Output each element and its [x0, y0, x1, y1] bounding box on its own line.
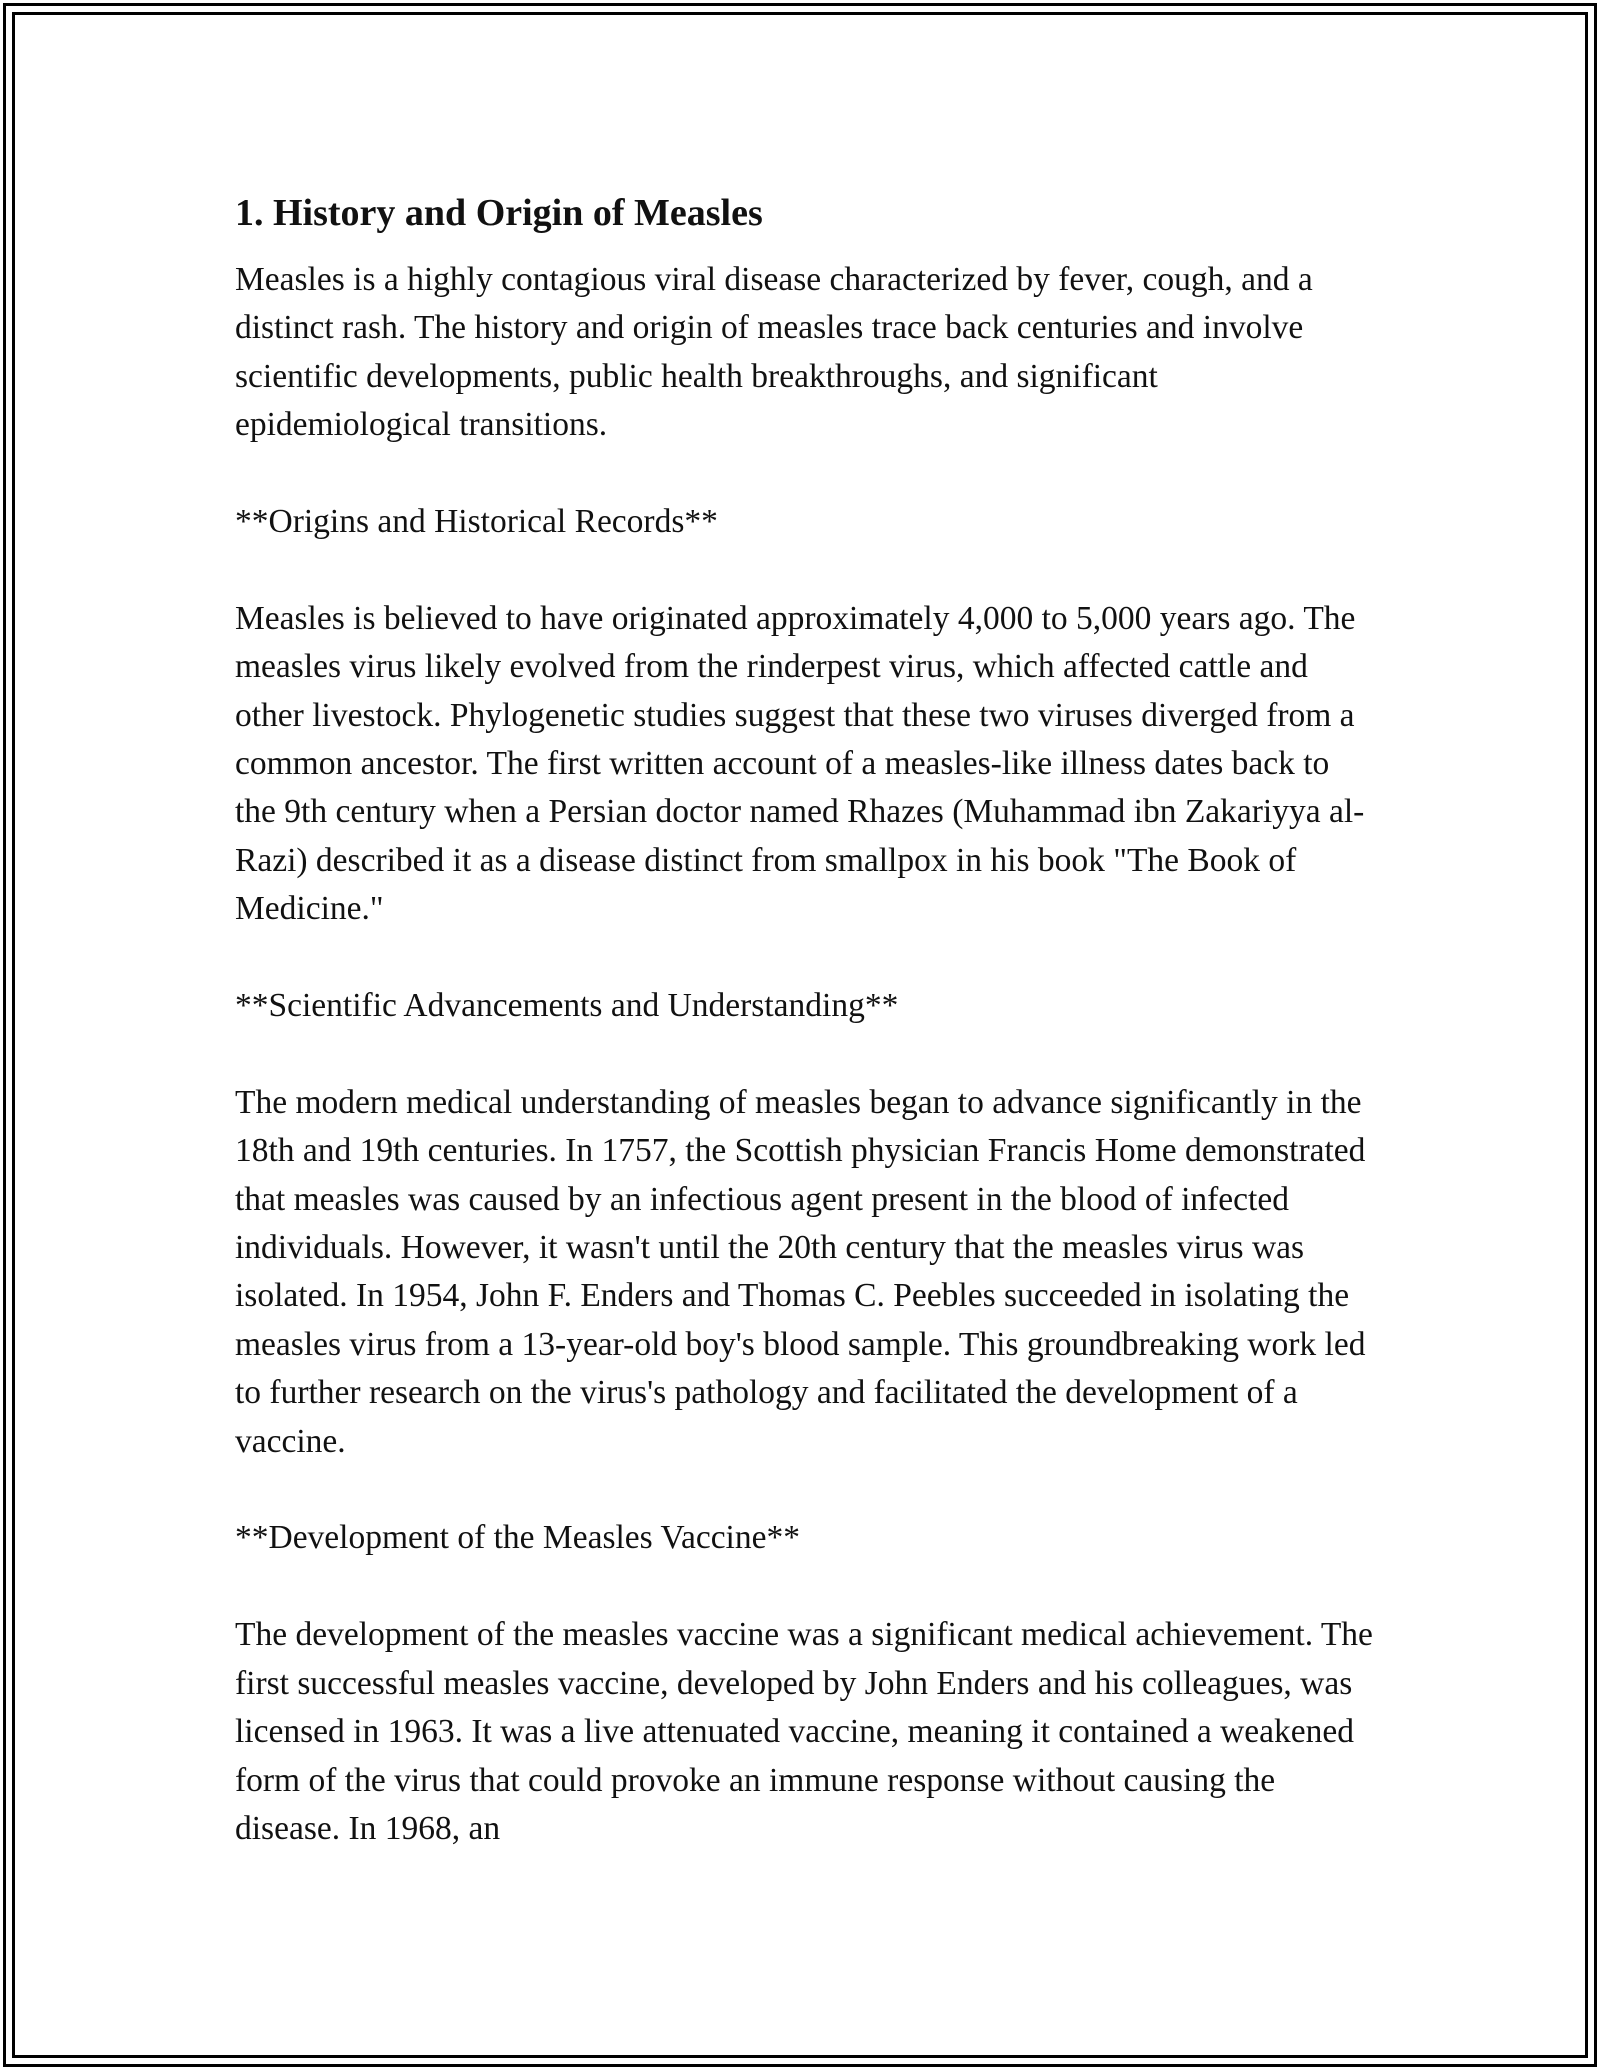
section-heading: 1. History and Origin of Measles: [235, 192, 763, 234]
subheading-scientific: **Scientific Advancements and Understanding**: [235, 987, 899, 1025]
paragraph-spacer: [235, 1030, 1375, 1078]
paragraph-spacer: [235, 1466, 1375, 1514]
origins-paragraph: Measles is believed to have originated approximately 4,000 to 5,000 years ago. The measles virus likely evolved from the rinderpest virus, which affected cattle and other livestock. Phylogenetic studies suggest that these two viruses diverged from a common ancestor. The first written account of a measles-like illness dates back to the 9th century when a Persian doctor named Rhazes (Muhammad ibn Zakariyya al-Razi) described it as a disease distinct from smallpox in his book "The Book of Medicine.": [235, 599, 1365, 928]
vaccine-paragraph: The development of the measles vaccine was a significant medical achievement. The first successful measles vaccine, developed by John Enders and his colleagues, was licensed in 1963. It was a live attenuated vaccine, meaning it contained a weakened form of the virus that could provoke an immune response without causing the disease. In 1968, an: [235, 1616, 1373, 1847]
subheading-vaccine: **Development of the Measles Vaccine**: [235, 1519, 800, 1557]
document-body: [235, 188, 1375, 1853]
paragraph-spacer: [235, 1563, 1375, 1611]
subheading-origins: **Origins and Historical Records**: [235, 503, 718, 541]
scientific-paragraph: The modern medical understanding of measles began to advance significantly in the 18th and 19th centuries. In 1757, the Scottish physician Francis Home demonstrated that measles was caused by an infectious agent present in the blood of infected individuals. However, it wasn't until the 20th century that the measles virus was isolated. In 1954, John F. Enders and Thomas C. Peebles succeeded in isolating the measles virus from a 13-year-old boy's blood sample. This groundbreaking work led to further research on the virus's pathology and facilitated the development of a vaccine.: [235, 1083, 1366, 1460]
paragraph-spacer: [235, 934, 1375, 982]
paragraph-spacer: [235, 546, 1375, 594]
intro-paragraph: Measles is a highly contagious viral disease characterized by fever, cough, and a distinct rash. The history and origin of measles trace back centuries and involve scientific developments, public health breakthroughs, and significant epidemiological transitions.: [235, 261, 1313, 444]
paragraph-spacer: [235, 450, 1375, 498]
